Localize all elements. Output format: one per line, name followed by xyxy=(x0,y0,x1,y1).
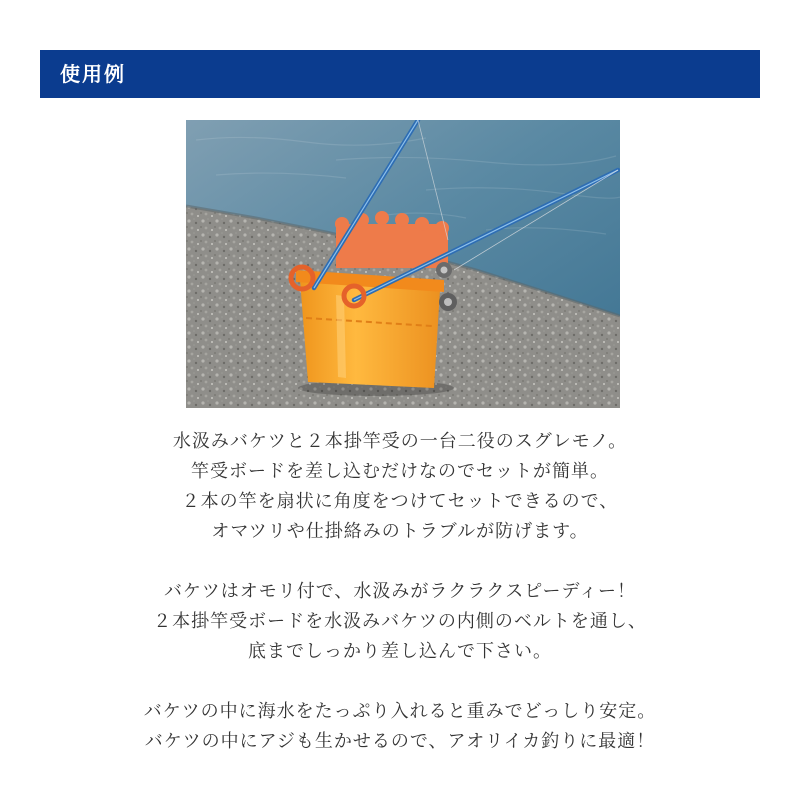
description-paragraph xyxy=(0,577,800,667)
description-line: 竿受ボードを差し込むだけなのでセットが簡単。 xyxy=(191,461,609,482)
description-line: ２本掛竿受ボードを水汲みバケツの内側のベルトを通し、 xyxy=(153,611,647,632)
section-title: 使用例 xyxy=(60,62,126,86)
description-line: バケツはオモリ付で、水汲みがラクラクスピーディー！ xyxy=(163,581,637,602)
section-header xyxy=(40,50,760,98)
description-line: オマツリや仕掛絡みのトラブルが防げます。 xyxy=(211,521,589,542)
description-line: バケツの中にアジも生かせるので、アオリイカ釣りに最適！ xyxy=(144,731,656,752)
description-line: バケツの中に海水をたっぷり入れると重みでどっしり安定。 xyxy=(143,701,657,722)
description-line: 水汲みバケツと２本掛竿受の一台二役のスグレモノ。 xyxy=(172,431,628,452)
description-line: ２本の竿を扇状に角度をつけてセットできるので、 xyxy=(181,491,619,512)
usage-photo-image xyxy=(186,120,620,408)
usage-photo xyxy=(186,120,620,408)
description-paragraph xyxy=(0,697,800,757)
description-line: 底までしっかり差し込んで下さい。 xyxy=(248,641,552,662)
bucket-body xyxy=(300,280,440,388)
description-paragraph xyxy=(0,427,800,547)
product-description xyxy=(0,427,800,787)
